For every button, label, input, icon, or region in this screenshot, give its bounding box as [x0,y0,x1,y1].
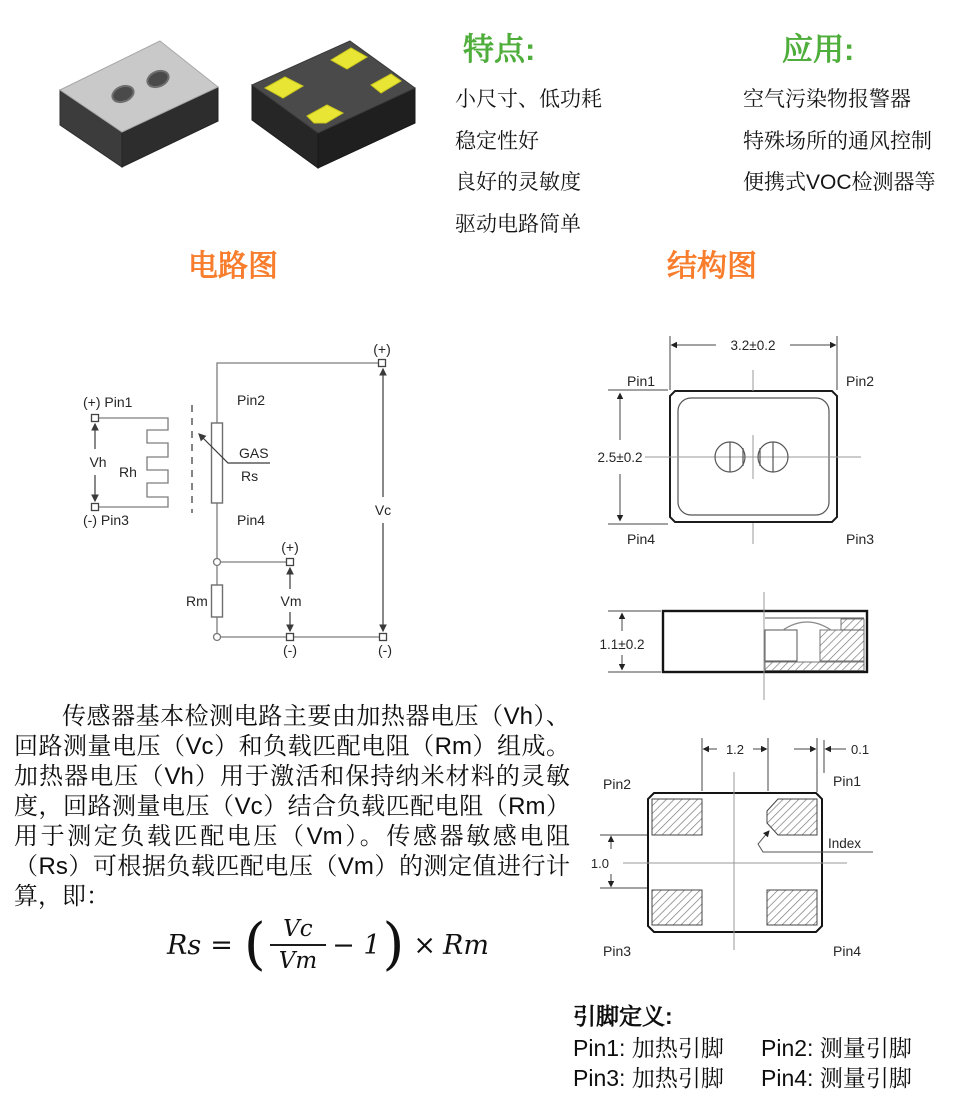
vm-minus-label: (-) [283,642,297,658]
formula-rm: Rm [443,929,489,961]
pin1-definition: Pin1: 加热引脚 [573,1035,724,1061]
features-title: 特点: [463,32,536,67]
pad-pin2 [652,799,702,835]
structure-section-title: 结构图 [667,250,757,283]
formula-lhs: Rs [167,929,202,961]
rh-label: Rh [119,464,137,480]
structure-top-view [598,336,875,547]
pin3-definition: Pin3: 加热引脚 [573,1065,724,1091]
vc-minus-label: (-) [378,642,392,658]
pad-pin1-index [767,799,817,835]
formula-fraction [270,916,326,974]
circuit-diagram [55,325,410,670]
top-view-pin3: Pin3 [846,531,875,547]
product-photo-bottom [243,28,428,178]
structure-diagram [585,328,972,973]
pin4-label: Pin4 [237,512,266,528]
pin-definitions-block [573,1002,912,1093]
application-item: 便携式VOC检测器等 [743,171,936,194]
bottom-view-pin4: Pin4 [833,943,862,959]
gas-label: GAS [239,445,269,461]
pin-definitions-row [573,1033,912,1063]
side-view-height-dim: 1.1±0.2 [599,637,645,652]
circuit-labels [83,341,392,658]
structure-bottom-view [591,738,873,959]
formula-close-paren: ) [382,912,405,977]
pin2-label: Pin2 [237,392,266,408]
applications-block [743,24,972,204]
vc-plus-label: (+) [373,341,391,357]
bottom-view-pin2: Pin2 [603,776,632,792]
application-item: 空气污染物报警器 [743,88,911,111]
vh-label: Vh [89,454,107,470]
formula-equals: = [210,929,233,961]
bottom-view-vertical-dim: 1.0 [590,856,609,871]
vm-label: Vm [280,593,302,609]
feature-item: 稳定性好 [455,129,539,153]
index-label: Index [828,836,862,851]
applications-title: 应用: [782,32,855,67]
feature-item: 良好的灵敏度 [455,171,581,194]
top-view-pin2: Pin2 [846,373,875,389]
top-view-width-dim: 3.2±0.2 [730,338,776,353]
formula-times: × [413,929,437,961]
pin-definitions-title: 引脚定义: [573,1003,673,1029]
formula-minus-one: − 1 [332,929,381,961]
feature-item: 小尺寸、低功耗 [455,88,602,111]
pin-definitions-row [573,1063,912,1093]
top-view-pin1: Pin1 [627,373,656,389]
bottom-view-pin1: Pin1 [833,773,862,789]
bottom-view-pitch-dim: 1.2 [725,742,745,757]
pin2-definition: Pin2: 测量引脚 [761,1035,912,1061]
top-view-pin4: Pin4 [627,531,656,547]
bottom-view-edge-dim: 0.1 [851,742,870,757]
structure-side-view [600,592,867,700]
vc-label: Vc [374,502,392,518]
product-photo-top [30,20,235,180]
application-item: 特殊场所的通风控制 [743,129,932,153]
bottom-view-pin3: Pin3 [603,943,632,959]
pad-pin3 [652,890,702,925]
features-block [455,24,725,245]
rm-label: Rm [186,593,208,609]
pad-pin4 [767,890,817,925]
pin3-label: (-) Pin3 [83,512,129,528]
formula-open-paren: ( [243,912,266,977]
heater-coil-symbol [98,418,168,507]
top-view-height-dim: 2.5±0.2 [597,450,643,465]
formula-numerator: Vc [283,916,313,942]
circuit-section-title: 电路图 [188,250,278,283]
rs-label: Rs [241,468,259,484]
circuit-description-paragraph: 传感器基本检测电路主要由加热器电压（Vh）、回路测量电压（Vc）和负载匹配电阻（Rm）组成。加热器电压（Vh）用于激活和保持纳米材料的灵敏度，回路测量电压（Vc）结合负载匹配电阻（Rm）用于测定负载匹配电压（Vm）。传感器敏感电阻（Rs）可根据负载匹配电压（Vm）的测定值进行计算，即： [14,703,570,910]
vm-plus-label: (+) [281,539,299,555]
pin1-label: (+) Pin1 [83,394,133,410]
feature-item: 驱动电路简单 [455,212,581,236]
pin4-definition: Pin4: 测量引脚 [761,1065,912,1091]
formula-denominator: Vm [270,944,326,974]
sensing-resistor-rs [212,423,223,503]
rs-formula [148,912,508,977]
voltage-arrows [95,369,383,631]
load-resistor-rm [212,585,223,617]
